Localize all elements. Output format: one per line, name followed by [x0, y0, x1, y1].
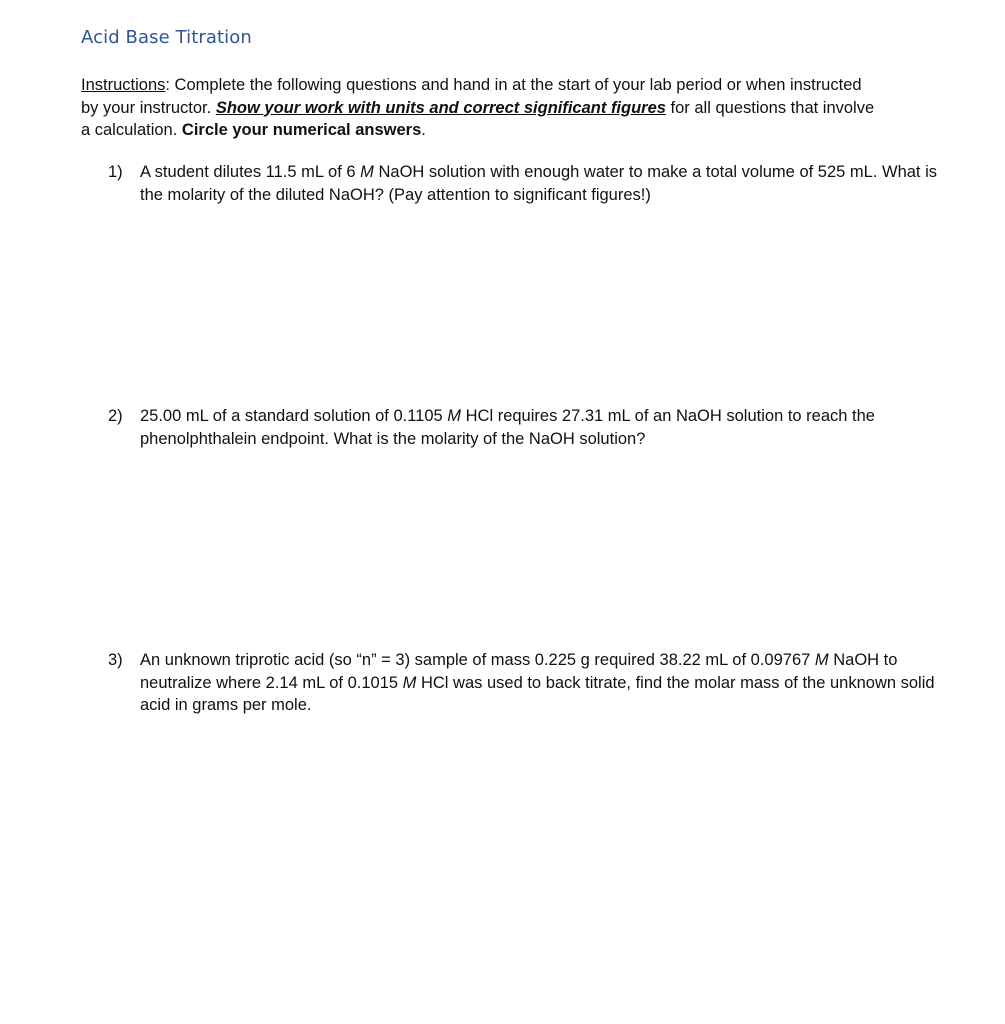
question-2-part-2: HCl requires 27.31 mL of an NaOH solution to reach the phenolphthalein endpoint. What is the molarity of the NaOH solution? — [140, 407, 875, 448]
question-2-text — [140, 405, 938, 450]
question-3 — [108, 649, 938, 717]
question-1-part-2: NaOH solution with enough water to make a total volume of 525 mL. What is the molarity of the diluted NaOH? (Pay attention to significant figures!) — [140, 163, 938, 204]
instructions-label: Instructions — [81, 76, 166, 94]
question-2-number: 2) — [108, 407, 123, 425]
question-3-part-2: NaOH to neutralize where 2.14 mL of 0.1015 — [140, 651, 898, 692]
question-3-text — [140, 649, 938, 717]
question-2-part-1: 25.00 mL of a standard solution of 0.1105 — [140, 407, 448, 425]
question-3-molar-unit-1: M — [814, 651, 829, 669]
question-1 — [108, 161, 938, 206]
question-3-molar-unit-2: M — [402, 673, 417, 692]
question-2-molar-unit: M — [447, 407, 462, 425]
instructions-bold: Circle your numerical answers — [181, 121, 422, 139]
instructions-text-2: for all questions that involve a calculation. — [81, 98, 875, 139]
instructions-text-1: Complete the following questions and hand in at the start of your lab period or when instructed by your instructor. — [81, 76, 862, 117]
instructions-emphasis: Show your work with units and correct significant figures — [215, 98, 666, 117]
question-3-number: 3) — [108, 651, 123, 669]
question-3-part-1: An unknown triprotic acid (so “n” = 3) sample of mass 0.225 g required 38.22 mL of 0.09767 — [140, 651, 815, 669]
question-3-part-3: HCl was used to back titrate, find the molar mass of the unknown solid acid in grams per mole. — [140, 673, 935, 714]
question-1-text — [140, 161, 938, 206]
question-1-number: 1) — [108, 163, 123, 181]
instructions-colon: : — [165, 76, 170, 94]
instructions-paragraph — [81, 74, 881, 142]
question-2 — [108, 405, 938, 450]
instructions-end: . — [421, 121, 426, 139]
question-1-part-1: A student dilutes 11.5 mL of 6 — [140, 163, 361, 181]
page-title: Acid Base Titration — [81, 27, 252, 48]
question-1-molar-unit: M — [360, 163, 374, 181]
